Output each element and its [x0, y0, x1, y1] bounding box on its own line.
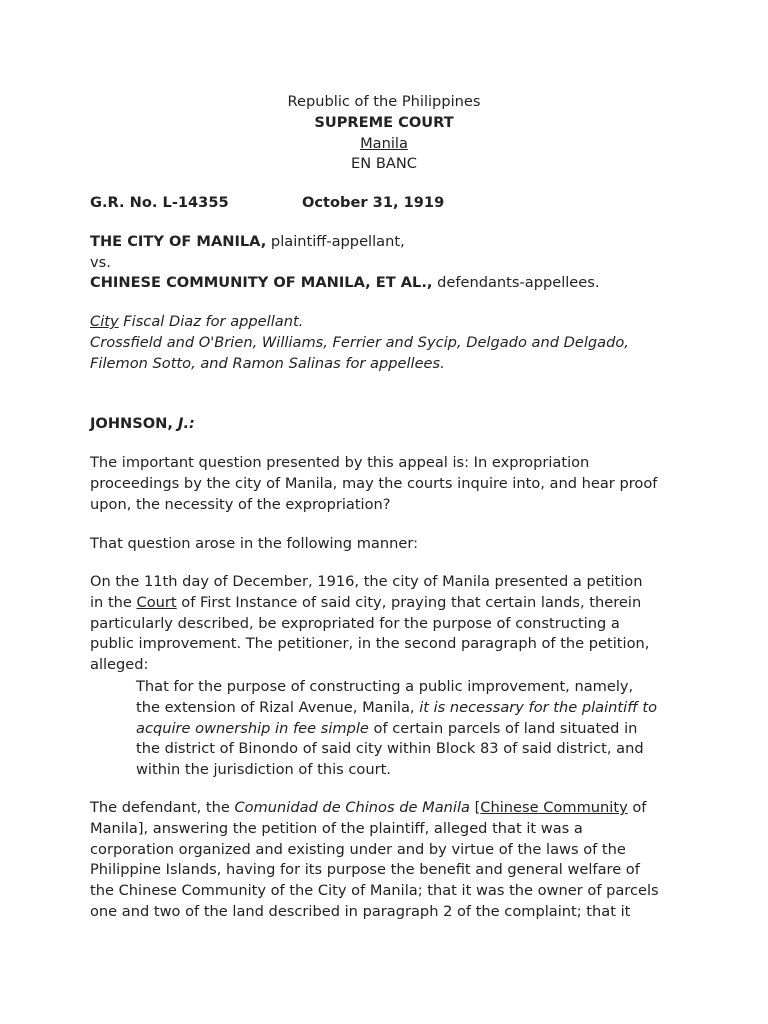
- case-number: G.R. No. L-14355: [90, 194, 229, 211]
- counsel-line-3: Filemon Sotto, and Ramon Salinas for appellees.: [90, 354, 445, 372]
- p4-line-1-c: of: [627, 799, 647, 816]
- p4-line-1-a: The defendant, the: [90, 799, 235, 816]
- quote-line-2: [136, 698, 696, 719]
- defendant-line: [90, 273, 600, 293]
- p4-line-3: corporation organized and existing under and by virtue of the laws of the: [90, 840, 626, 858]
- ponente-name: JOHNSON,: [90, 415, 179, 432]
- p4-line-6: one and two of the land described in paragraph 2 of the complaint; that it: [90, 902, 631, 920]
- p3-line-4: public improvement. The petitioner, in the second paragraph of the petition,: [90, 635, 650, 653]
- counsel-city-link[interactable]: City: [90, 313, 119, 330]
- p3-line-3: particularly described, be expropriated for the purpose of constructing a: [90, 614, 620, 632]
- counsel-line-1: [90, 312, 690, 333]
- division-line: EN BANC: [351, 155, 417, 173]
- p4-line-1-italic: Comunidad de Chinos de Manila: [234, 799, 470, 816]
- counsel-block: [90, 312, 690, 374]
- quote-line-2-italic: it is necessary for the plaintiff to: [419, 698, 658, 716]
- court-header: [0, 92, 768, 175]
- paragraph-2: That question arose in the following manner:: [90, 535, 419, 552]
- plaintiff-name: THE CITY OF MANILA,: [90, 233, 267, 250]
- quote-line-3-italic: acquire ownership in fee simple: [136, 719, 369, 737]
- case-date: October 31, 1919: [302, 194, 445, 211]
- p3-line-5: alleged:: [90, 656, 149, 674]
- p1-line-3: upon, the necessity of the expropriation?: [90, 495, 391, 513]
- p4-line-4: Philippine Islands, having for its purpose the benefit and general welfare of: [90, 861, 640, 879]
- p4-line-1: [90, 798, 690, 819]
- paragraph-4: [90, 798, 690, 923]
- quote-line-3: [136, 719, 696, 740]
- counsel-line-1-text: Fiscal Diaz for appellant.: [118, 313, 304, 330]
- p3-line-2: [90, 593, 690, 614]
- paragraph-1: [90, 453, 690, 515]
- court-city-line: [0, 134, 768, 155]
- defendant-name: CHINESE COMMUNITY OF MANILA, ET AL.,: [90, 274, 433, 291]
- ponente-suffix: J.:: [178, 415, 195, 432]
- quote-line-5: within the jurisdiction of this court.: [136, 761, 391, 779]
- chinese-community-link[interactable]: Chinese Community: [480, 799, 628, 816]
- plaintiff-line: [90, 232, 405, 252]
- p4-line-5: the Chinese Community of the City of Manila; that it was the owner of parcels: [90, 882, 659, 900]
- block-quote: [136, 677, 696, 781]
- court-link[interactable]: Court: [136, 593, 177, 611]
- p3-line-2-a: in the: [90, 593, 137, 611]
- versus-line: vs.: [90, 254, 111, 271]
- quote-line-2-a: the extension of Rizal Avenue, Manila,: [136, 698, 420, 716]
- quote-line-1: That for the purpose of constructing a public improvement, namely,: [136, 678, 634, 695]
- ponente-line: [90, 414, 195, 434]
- p4-line-2: Manila], answering the petition of the plaintiff, alleged that it was a: [90, 819, 583, 837]
- plaintiff-role: plaintiff-appellant,: [266, 233, 405, 250]
- defendant-role: defendants-appellees.: [432, 274, 600, 291]
- quote-line-3-b: of certain parcels of land situated in: [368, 719, 638, 737]
- counsel-line-2: Crossfield and O'Brien, Williams, Ferrier and Sycip, Delgado and Delgado,: [90, 333, 629, 351]
- republic-line: Republic of the Philippines: [287, 93, 481, 110]
- p1-line-1: The important question presented by this appeal is: In expropriation: [90, 454, 590, 471]
- court-name: SUPREME COURT: [314, 113, 454, 131]
- quote-line-4: the district of Binondo of said city within Block 83 of said district, and: [136, 740, 644, 758]
- court-city-link[interactable]: Manila: [360, 134, 408, 152]
- p3-line-1: On the 11th day of December, 1916, the city of Manila presented a petition: [90, 573, 643, 590]
- p4-line-1-b: [: [469, 799, 481, 816]
- paragraph-3: [90, 572, 690, 676]
- p1-line-2: proceedings by the city of Manila, may the courts inquire into, and hear proof: [90, 474, 658, 492]
- p3-line-2-b: of First Instance of said city, praying that certain lands, therein: [176, 593, 642, 611]
